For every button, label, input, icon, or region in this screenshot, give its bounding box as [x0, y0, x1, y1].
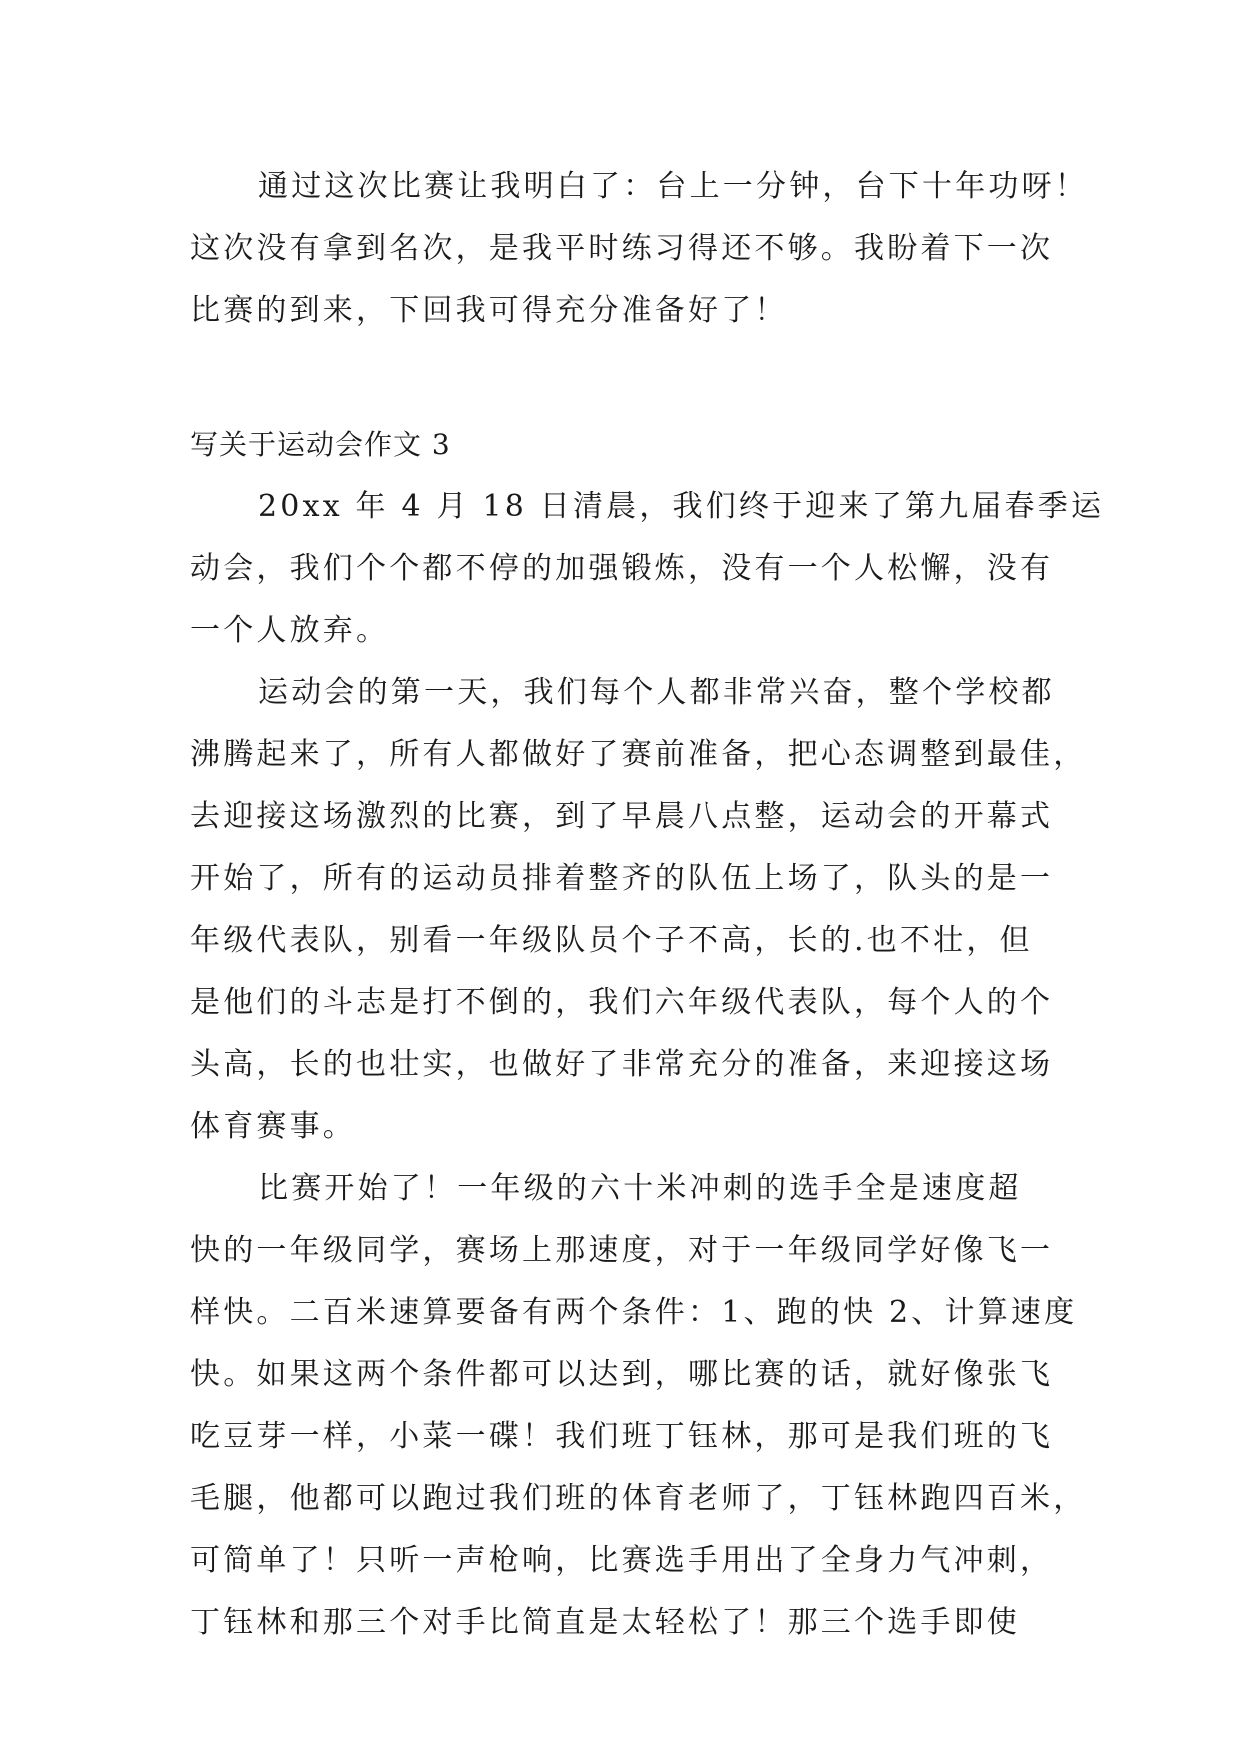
text-line: 丁钰林和那三个对手比简直是太轻松了！那三个选手即使 [190, 1605, 1020, 1640]
text-line: 吃豆芽一样，小菜一碟！我们班丁钰林，那可是我们班的飞 [190, 1419, 1054, 1454]
text-line: 这次没有拿到名次，是我平时练习得还不够。我盼着下一次 [190, 231, 1054, 266]
paragraph-2 [190, 662, 1087, 1158]
text-line: 比赛的到来，下回我可得充分准备好了！ [190, 293, 788, 328]
paragraph-3 [190, 1158, 1087, 1654]
text-line: 样快。二百米速算要备有两个条件：1、跑的快 2、计算速度 [190, 1295, 1078, 1330]
paragraph-gap [190, 342, 1050, 414]
paragraph-1 [190, 476, 1105, 662]
text-line: 快。如果这两个条件都可以达到，哪比赛的话，就好像张飞 [190, 1357, 1054, 1392]
section-title: 写关于运动会作文 3 [190, 428, 451, 461]
text-line: 通过这次比赛让我明白了：台上一分钟，台下十年功呀！ [258, 169, 1088, 204]
text-line: 是他们的斗志是打不倒的，我们六年级代表队，每个人的个 [190, 985, 1054, 1020]
document-body [190, 156, 1105, 1654]
text-line: 开始了，所有的运动员排着整齐的队伍上场了，队头的是一 [190, 861, 1054, 896]
text-line: 20xx 年 4 月 18 日清晨，我们终于迎来了第九届春季运 [258, 489, 1105, 524]
text-line: 头高，长的也壮实，也做好了非常充分的准备，来迎接这场 [190, 1047, 1054, 1082]
text-line: 可简单了！只听一声枪响，比赛选手用出了全身力气冲刺， [190, 1543, 1054, 1578]
text-line: 去迎接这场激烈的比赛，到了早晨八点整，运动会的开幕式 [190, 799, 1054, 834]
text-line: 沸腾起来了，所有人都做好了赛前准备，把心态调整到最佳， [190, 737, 1087, 772]
text-line: 运动会的第一天，我们每个人都非常兴奋，整个学校都 [258, 675, 1055, 710]
text-line: 一个人放弃。 [190, 613, 390, 648]
text-line: 比赛开始了！一年级的六十米冲刺的选手全是速度超 [258, 1171, 1022, 1206]
text-line: 体育赛事。 [190, 1109, 356, 1144]
text-line: 动会，我们个个都不停的加强锻炼，没有一个人松懈，没有 [190, 551, 1054, 586]
paragraph-top [190, 156, 1088, 342]
text-line: 毛腿，他都可以跑过我们班的体育老师了，丁钰林跑四百米， [190, 1481, 1087, 1516]
text-line: 年级代表队，别看一年级队员个子不高，长的.也不壮，但 [190, 923, 1033, 958]
text-line: 快的一年级同学，赛场上那速度，对于一年级同学好像飞一 [190, 1233, 1054, 1268]
